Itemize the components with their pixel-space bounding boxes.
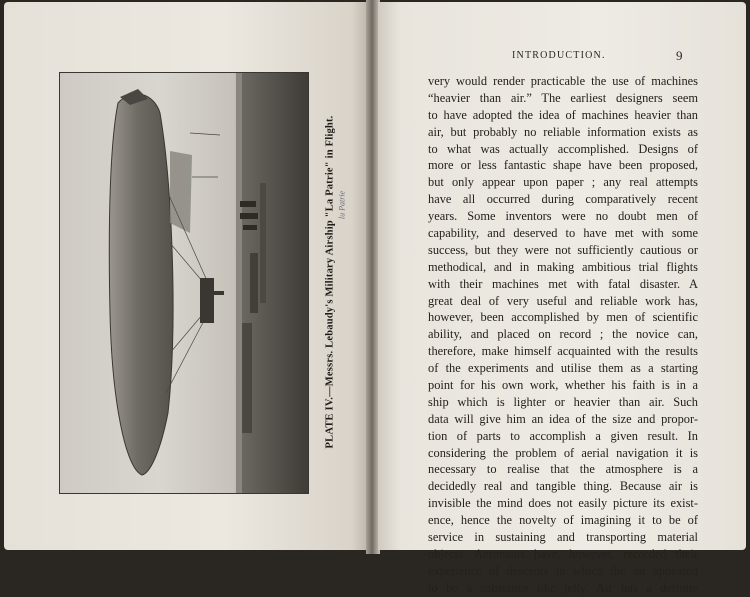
text-line: of the experiments and utilise them as a starting	[428, 361, 698, 376]
text-line: capability, and deserved to have met with some	[428, 226, 698, 241]
handwritten-note	[337, 185, 347, 225]
text-line: to be a substance like jelly. Air has a definite	[428, 580, 698, 595]
text-line: invisible the mind does not easily picture its exist-	[428, 496, 698, 511]
plate-photograph	[59, 72, 309, 494]
handwritten-note-text: lu Patrie	[337, 190, 347, 220]
airship-hull	[109, 94, 173, 475]
text-line: great deal of very useful and reliable work has,	[428, 293, 698, 308]
horizon-line	[236, 73, 242, 493]
running-head: INTRODUCTION.	[512, 50, 606, 61]
airship-rudder	[170, 151, 192, 233]
plate-caption	[322, 72, 338, 492]
text-line: objects. Aeronauts have, however, recorded their	[428, 546, 698, 561]
text-line: experience of descents in which the air appeared	[428, 563, 698, 578]
text-line: air, but probably no reliable information exists as	[428, 124, 698, 139]
text-line: tion of parts to accomplish a given result. In	[428, 428, 698, 443]
plate-caption-text: PLATE IV.—Messrs. Lebaudy's Military Airship "La Patrie" in Flight.	[324, 115, 336, 449]
text-line: with their machines met with fatal disaster. A	[428, 276, 698, 291]
airship-propeller	[206, 291, 224, 295]
text-line: however, been accomplished by men of scientific	[428, 310, 698, 325]
text-line: but only appear upon paper ; any real attempts	[428, 175, 698, 190]
text-line: point for his own work, whether his faith is in a	[428, 378, 698, 393]
text-line: to what was actually accomplished. Designs of	[428, 141, 698, 156]
page-number: 9	[676, 48, 683, 63]
text-line: ship which is lighter or heavier than air. Such	[428, 394, 698, 409]
text-line: decidedly real and tangible thing. Because air is	[428, 479, 698, 494]
text-line: therefore, make himself acquainted with the results	[428, 344, 698, 359]
text-line: success, but they were not sufficiently cautious or	[428, 242, 698, 257]
text-line: ence, hence the novelty of imagining it to be of	[428, 513, 698, 528]
text-line: service in sustaining and transporting material	[428, 530, 698, 545]
text-line: more or less fantastic shape have been proposed,	[428, 158, 698, 173]
text-line: years. Some inventors were no doubt men of	[428, 209, 698, 224]
text-line: ability, and placed on record ; the novice can,	[428, 327, 698, 342]
text-line: “heavier than air.” The earliest designers seem	[428, 90, 698, 105]
text-line: have all occurred during comparatively recent	[428, 192, 698, 207]
text-line: methodical, and in making ambitious trial flights	[428, 259, 698, 274]
airship-photo-illustration	[60, 73, 308, 493]
text-line: very would render practicable the use of machines	[428, 74, 698, 88]
text-line: necessary to realise that the atmosphere is a	[428, 462, 698, 477]
text-line: data will give him an idea of the size and propor-	[428, 411, 698, 426]
text-line: considering the problem of aerial navigation it is	[428, 445, 698, 460]
body-text	[428, 73, 698, 597]
airship-gondola	[200, 278, 214, 323]
text-line: to have adopted the idea of machines heavier than	[428, 107, 698, 122]
